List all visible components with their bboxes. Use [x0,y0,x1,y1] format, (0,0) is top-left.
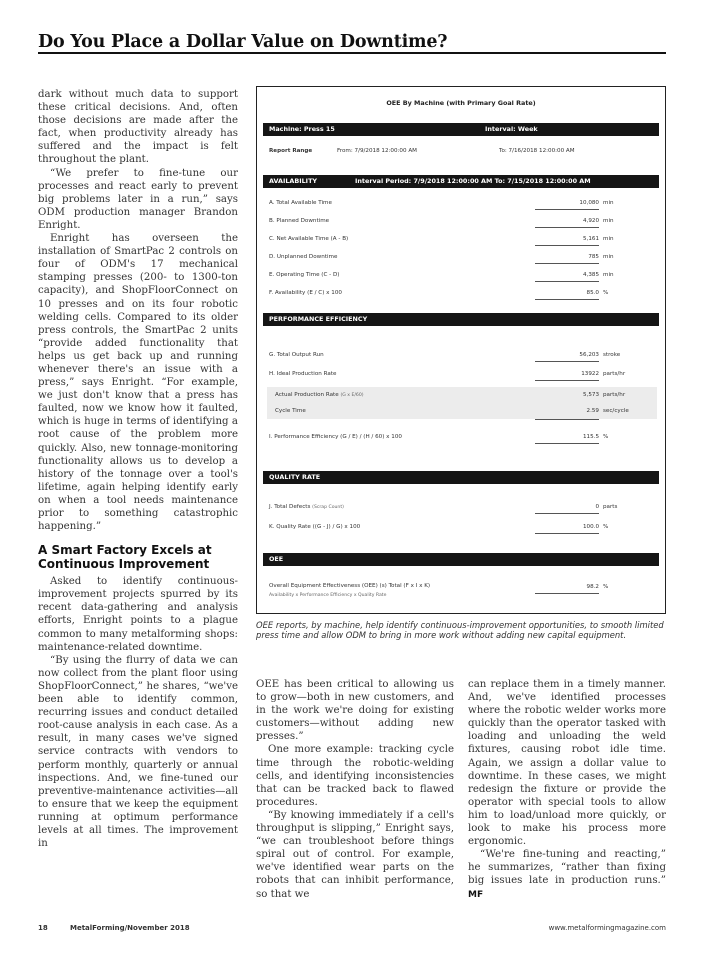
table-row: F. Availability (E / C) x 100 85.0 % [267,287,657,299]
table-row: E. Operating Time (C - D) 4,385 min [267,269,657,281]
paragraph: “By knowing immediately if a cell's throughput is slipping,” Enright says, “we can troubleshoot before things spiral out of control. For example, we've identified wear parts on the robots that can inhibit performance, so that we [256,809,454,900]
paragraph: One more example: tracking cycle time through the robotic-welding cells, and identifying inconsistencies that can be tracked back to flawed procedures. [256,744,454,808]
publication-url: www.metalformingmagazine.com [548,924,666,932]
oee-bar [263,553,659,566]
section-subhead: A Smart Factory Excels at Continuous Improvement [38,543,212,572]
table-row: G. Total Output Run 56,203 stroke [267,349,657,361]
paragraph: dark without much data to support these critical decisions. And, often those decisions are made after the fact, when productivity already has suffered and the impact is felt throughout the plant. [38,89,238,166]
availability-label: AVAILABILITY [269,177,318,185]
paragraph: Enright has overseen the installation of SmartPac 2 controls on four of ODM's 17 mechanical stamping presses (200- to 1300-ton capacity), and ShopFloorConnect on 10 presses and on its four robotic welding cells. Compared to its older press controls, the SmartPac 2 units “provide added functionality that helps us get back up and running whenever there's an issue with a press,” says Enright. “For example, we just don't know that a press has faulted, now we know how it faulted, which is huge in terms of identifying a root cause of the problem more quickly. Also, new tonnage-monitoring functionality allows us to develop a history of the tonnage over a tool's lifetime, again helping identify early on when a tool needs maintenance prior to something catastrophic happening.” [38,233,238,533]
availability-interval: Interval Period: 7/9/2018 12:00:00 AM To: 7/15/2018 12:00:00 AM [355,177,591,185]
table-row: K. Quality Rate ((G - J) / G) x 100 100.0 % [267,521,657,533]
title-rule [38,52,666,54]
paragraph: “By using the flurry of data we can now collect from the plant floor using ShopFloorConnect,” he shares, “we've been able to identify common, recurring issues and conduct detailed root-cause analysis in each case. As a result, in many cases we've signed service contracts with vendors to perform monthly, quarterly or annual inspections. And, we fine-tuned our preventive-maintenance activities—all to ensure that we keep the equipment running at optimum performance levels at all times. The improvement in [38,654,238,850]
report-range-row [267,145,657,157]
paragraph: Asked to identify continuous-improvement projects spurred by its recent data-gathering and analysis efforts, Enright points to a plague common to many metalforming shops: maintenance-related downtime. [38,576,238,653]
paragraph: “We prefer to fine-tune our processes and react early to prevent big problems later in a run,” says ODM production manager Brandon Enright. [38,167,238,231]
figure-caption: OEE reports, by machine, help identify continuous-improvement opportunities, to smooth limited press time and allow ODM to bring in more work without adding new capital equipment. [256,620,664,641]
table-row: A. Total Available Time 10,080 min [267,197,657,209]
performance-label: PERFORMANCE EFFICIENCY [269,315,368,323]
oee-report-figure [256,86,666,614]
availability-bar [263,175,659,188]
table-row: Actual Production Rate (G x E/60) 5,573 parts/hr [267,387,657,403]
report-range-label: Report Range [269,148,313,154]
oee-row: Overall Equipment Effectiveness (OEE) (s) Total (F x I x K) Availability x Performance Efficiency x Quality Rate 98.2 % [269,583,609,598]
column-2 [256,678,454,901]
machine-bar [263,123,659,136]
table-row: Cycle Time 2.59 sec/cycle [267,403,657,419]
machine-label: Machine: Press 15 [269,125,335,133]
column-3 [468,678,666,902]
paragraph: can replace them in a timely manner. And, we've identified processes where the robotic welder works more quickly than the operator tasked with loading and unloading the weld fixtures, causing robot idle time. Again, we assign a dollar value to downtime. In these cases, we might redesign the fixture or provide the operator with special tools to allow him to load/unload more quickly, or look to make his process more ergonomic. [468,679,666,848]
column-1 [38,88,238,850]
oee-label: OEE [269,555,284,563]
table-row: H. Ideal Production Rate 13922 parts/hr [267,368,657,380]
quality-bar [263,471,659,484]
paragraph: OEE has been critical to allowing us to grow—both in new customers, and in the work we're doing for existing customers—without adding new presses.” [256,679,454,743]
table-row: B. Planned Downtime 4,920 min [267,215,657,227]
performance-bar [263,313,659,326]
quality-label: QUALITY RATE [269,473,321,481]
report-to: To: 7/16/2018 12:00:00 AM [499,148,575,154]
table-row: I. Performance Efficiency (G / E) / (H / 60) x 100 115.5 % [267,431,657,443]
report-from: From: 7/9/2018 12:00:00 AM [337,148,417,154]
page-number: 18 [38,924,48,932]
table-row: J. Total Defects (Scrap Count) 0 parts [267,501,657,513]
interval-label: Interval: Week [485,125,538,133]
article-title: Do You Place a Dollar Value on Downtime? [38,32,448,52]
table-row: D. Unplanned Downtime 785 min [267,251,657,263]
paragraph: “We're fine-tuning and reacting,” he summarizes, “rather than fixing big issues late in production runs.” MF [468,849,666,900]
table-row: C. Net Available Time (A - B) 5,161 min [267,233,657,245]
report-title: OEE By Machine (with Primary Goal Rate) [386,99,536,107]
publication-name: MetalForming/November 2018 [70,924,190,932]
end-mark: MF [468,889,484,900]
